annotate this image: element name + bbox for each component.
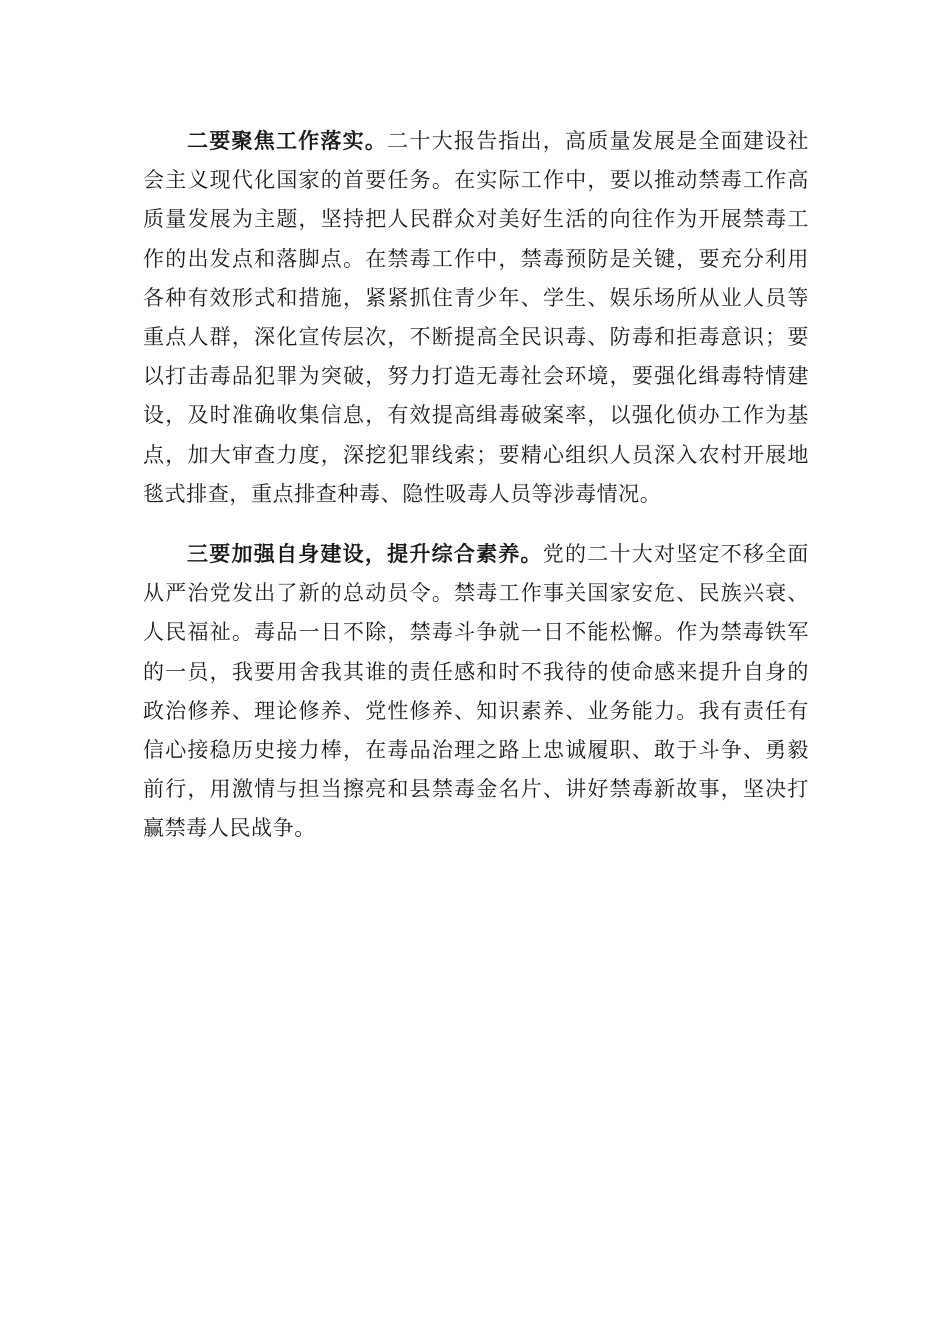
paragraph-self-building	[143, 535, 809, 849]
document-body	[143, 122, 809, 849]
paragraph-body-text: 二十大报告指出，高质量发展是全面建设社会主义现代化国家的首要任务。在实际工作中，要以推动禁毒工作高质量发展为主题，坚持把人民群众对美好生活的向往作为开展禁毒工作的出发点和落脚点。在禁毒工作中，禁毒预防是关键，要充分利用各种有效形式和措施，紧紧抓住青少年、学生、娱乐场所从业人员等重点人群，深化宣传层次，不断提高全民识毒、防毒和拒毒意识；要以打击毒品犯罪为突破，努力打造无毒社会环境，要强化缉毒特情建设，及时准确收集信息，有效提高缉毒破案率，以强化侦办工作为基点，加大审查力度，深挖犯罪线索；要精心组织人员深入农村开展地毯式排查，重点排查种毒、隐性吸毒人员等涉毒情况。	[143, 129, 809, 506]
paragraph-lead-heading: 三要加强自身建设，提升综合素养。	[187, 542, 543, 567]
paragraph-work-implementation	[143, 122, 809, 514]
paragraph-body-text: 党的二十大对坚定不移全面从严治党发出了新的总动员令。禁毒工作事关国家安危、民族兴衰、人民福祉。毒品一日不除，禁毒斗争就一日不能松懈。作为禁毒铁军的一员，我要用舍我其谁的责任感和时不我待的使命感来提升自身的政治修养、理论修养、党性修养、知识素养、业务能力。我有责任有信心接稳历史接力棒，在毒品治理之路上忠诚履职、敢于斗争、勇毅前行，用激情与担当擦亮和县禁毒金名片、讲好禁毒新故事，坚决打赢禁毒人民战争。	[143, 542, 809, 841]
paragraph-lead-heading: 二要聚焦工作落实。	[187, 129, 388, 153]
